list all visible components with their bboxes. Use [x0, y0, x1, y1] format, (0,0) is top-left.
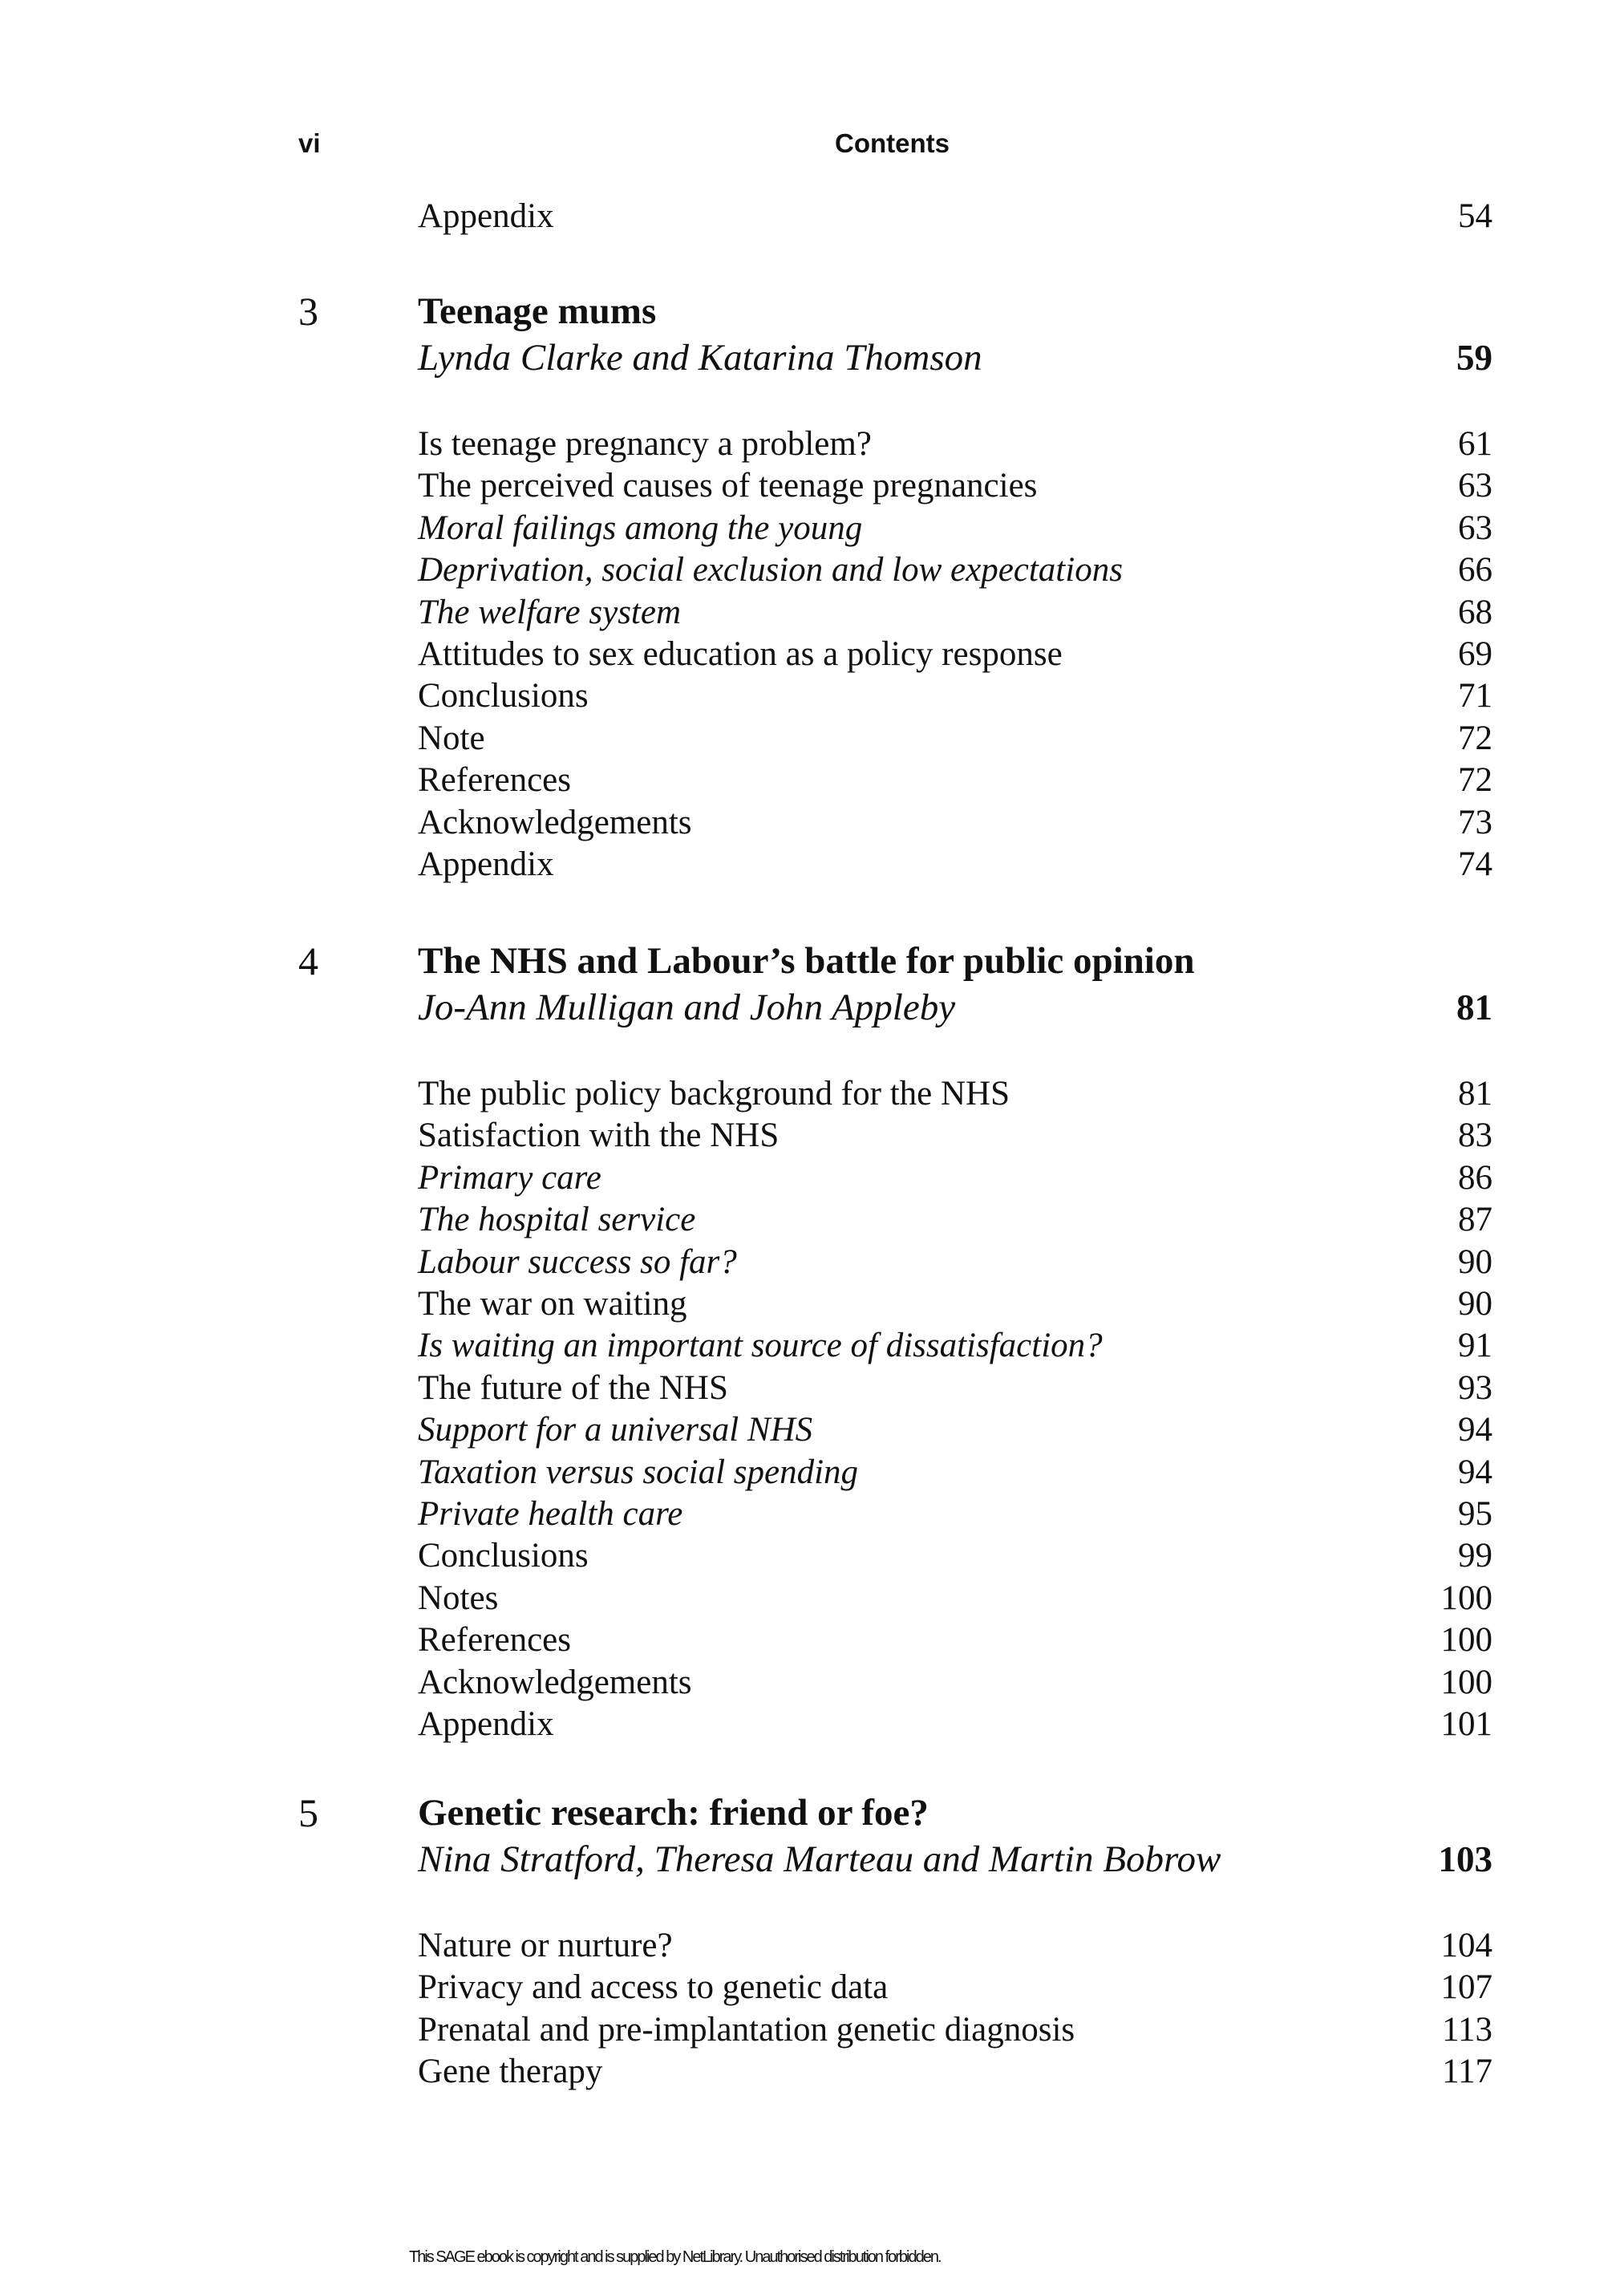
toc-entry: [0, 1242, 1624, 1283]
toc-entry-page: 117: [1442, 2053, 1492, 2091]
toc-entry-page: 66: [1458, 551, 1492, 590]
toc-entry-title: Primary care: [418, 1158, 601, 1197]
toc-entry: [0, 424, 1624, 465]
chapter-authors: Lynda Clarke and Katarina Thomson: [418, 337, 982, 379]
toc-entry-page: 54: [1458, 197, 1492, 235]
toc-entry-title: References: [418, 761, 571, 800]
toc-entry-title: Conclusions: [418, 1537, 589, 1575]
toc-entry-page: 74: [1458, 845, 1492, 883]
toc-entry-title: Conclusions: [418, 677, 589, 715]
toc-entry-page: 83: [1458, 1117, 1492, 1155]
toc-entry: [0, 760, 1624, 801]
toc-entry-title: Prenatal and pre-implantation genetic diagnosis: [418, 2010, 1075, 2049]
chapter-title: Genetic research: friend or foe?: [418, 1792, 929, 1834]
chapter-title: The NHS and Labour’s battle for public opinion: [418, 940, 1195, 982]
toc-entry-title: Appendix: [418, 845, 554, 883]
copyright-footer: This SAGE ebook is copyright and is supplied by NetLibrary. Unauthorised distribution forbidden.: [409, 2248, 941, 2266]
toc-entry-title: The perceived causes of teenage pregnancies: [418, 467, 1038, 505]
toc-entry-title: The public policy background for the NHS: [418, 1075, 1010, 1113]
toc-entry-page: 94: [1458, 1411, 1492, 1449]
toc-entry-title: Moral failings among the young: [418, 509, 863, 547]
toc-entry-page: 69: [1458, 635, 1492, 673]
toc-entry: [0, 802, 1624, 844]
toc-entry: [0, 196, 1624, 237]
toc-entry: [0, 1662, 1624, 1704]
toc-entry: [0, 2009, 1624, 2051]
toc-entry-page: 63: [1458, 509, 1492, 547]
page-number-label: vi: [298, 128, 321, 158]
toc-entry-page: 91: [1458, 1327, 1492, 1365]
toc-entry-page: 71: [1458, 677, 1492, 715]
toc-entry-title: Deprivation, social exclusion and low expectations: [418, 551, 1123, 590]
toc-entry-page: 86: [1458, 1158, 1492, 1197]
toc-entry-page: 95: [1458, 1495, 1492, 1533]
toc-entry: [0, 1494, 1624, 1535]
toc-entry-page: 101: [1440, 1705, 1492, 1743]
chapter-page: 103: [1438, 1839, 1492, 1879]
toc-entry: [0, 465, 1624, 507]
toc-entry-title: Taxation versus social spending: [418, 1453, 859, 1491]
toc-entry: [0, 718, 1624, 760]
toc-entry-page: 104: [1440, 1927, 1492, 1964]
toc-entry: [0, 1967, 1624, 2008]
chapter-page: 81: [1456, 987, 1492, 1027]
toc-entry-title: The hospital service: [418, 1201, 696, 1239]
toc-entry-title: Notes: [418, 1579, 499, 1617]
toc-entry-title: References: [418, 1621, 571, 1660]
toc-entry-title: Acknowledgements: [418, 803, 692, 841]
toc-entry: [0, 1925, 1624, 1967]
toc-entry-title: Acknowledgements: [418, 1663, 692, 1701]
chapter-authors: Nina Stratford, Theresa Marteau and Martin Bobrow: [418, 1838, 1221, 1880]
toc-entry-page: 68: [1458, 593, 1492, 631]
toc-entry-page: 81: [1458, 1075, 1492, 1113]
toc-entry-title: The welfare system: [418, 593, 682, 631]
toc-entry: [0, 1535, 1624, 1577]
toc-entry-title: Note: [418, 719, 485, 757]
toc-entry-page: 113: [1442, 2010, 1492, 2049]
toc-entry-title: The future of the NHS: [418, 1368, 728, 1407]
toc-entry-page: 100: [1440, 1621, 1492, 1660]
toc-entry-page: 73: [1458, 803, 1492, 841]
toc-entry-page: 99: [1458, 1537, 1492, 1575]
toc-entry: [0, 549, 1624, 591]
toc-entry-title: Labour success so far?: [418, 1242, 737, 1281]
toc-entry-page: 90: [1458, 1242, 1492, 1281]
toc-entry-title: Satisfaction with the NHS: [418, 1117, 780, 1155]
chapter-number: 4: [298, 938, 318, 983]
toc-entry: [0, 1452, 1624, 1494]
toc-entry-title: Support for a universal NHS: [418, 1411, 813, 1449]
chapter-number: 5: [298, 1790, 318, 1835]
toc-entry-title: Appendix: [418, 197, 554, 235]
toc-entry: [0, 2051, 1624, 2093]
toc-entry-title: Gene therapy: [418, 2053, 603, 2091]
chapter-authors: Jo-Ann Mulligan and John Appleby: [418, 987, 956, 1028]
toc-entry-page: 72: [1458, 761, 1492, 800]
toc-entry: [0, 1619, 1624, 1661]
toc-entry: [0, 634, 1624, 675]
toc-entry: [0, 844, 1624, 886]
toc-entry-title: Nature or nurture?: [418, 1927, 673, 1964]
toc-entry: [0, 1115, 1624, 1157]
toc-entry-page: 107: [1440, 1968, 1492, 2007]
chapter-number: 3: [298, 289, 318, 334]
toc-entry-page: 93: [1458, 1368, 1492, 1407]
chapter-page: 59: [1456, 338, 1492, 378]
chapter-title: Teenage mums: [418, 290, 657, 332]
toc-entry-title: Is teenage pregnancy a problem?: [418, 425, 872, 463]
toc-entry: [0, 1157, 1624, 1199]
toc-entry: [0, 1325, 1624, 1367]
toc-entry: [0, 675, 1624, 717]
toc-entry-title: The war on waiting: [418, 1285, 687, 1323]
toc-entry: [0, 1283, 1624, 1325]
toc-entry: [0, 592, 1624, 634]
toc-entry-title: Appendix: [418, 1705, 554, 1743]
toc-entry-title: Privacy and access to genetic data: [418, 1968, 889, 2007]
toc-entry-page: 94: [1458, 1453, 1492, 1491]
toc-entry-title: Attitudes to sex education as a policy response: [418, 635, 1063, 673]
toc-entry: [0, 1704, 1624, 1745]
running-title: Contents: [835, 128, 950, 158]
toc-entry-page: 87: [1458, 1201, 1492, 1239]
toc-entry-page: 100: [1440, 1579, 1492, 1617]
toc-entry-page: 72: [1458, 719, 1492, 757]
toc-entry: [0, 1368, 1624, 1409]
toc-entry-page: 90: [1458, 1285, 1492, 1323]
toc-entry-title: Private health care: [418, 1495, 683, 1533]
toc-entry: [0, 1578, 1624, 1619]
toc-entry-page: 61: [1458, 425, 1492, 463]
toc-entry-page: 63: [1458, 467, 1492, 505]
toc-entry: [0, 1199, 1624, 1241]
toc-entry-page: 100: [1440, 1663, 1492, 1701]
toc-entry: [0, 1409, 1624, 1451]
toc-entry: [0, 508, 1624, 549]
toc-entry: [0, 1073, 1624, 1115]
toc-entry-title: Is waiting an important source of dissatisfaction?: [418, 1327, 1103, 1365]
